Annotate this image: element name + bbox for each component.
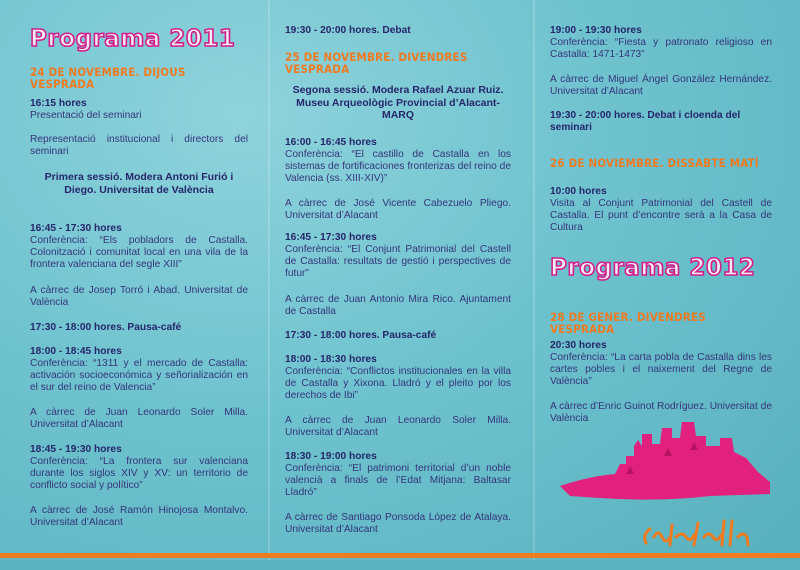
entry-text: Conferència: “El Conjunt Patrimonial del Castell de Castalla: resultats de gestió i perspectives de futur”: [285, 244, 511, 279]
date-heading: 26 DE NOVIEMBRE. DISSABTE MATÍ: [550, 156, 759, 170]
entry-time: 18:30 - 19:00 hores: [285, 451, 377, 462]
entry-text: Conferència: “Els pobladors de Castalla. Colonització i comunitat local en una vila de la frontera valenciana del segle XIII”: [30, 235, 248, 270]
entry-text: Conferència: “El patrimoni territorial d’un noble valencià a finals de l’Edat Mitjana: Baltasar Lladró”: [285, 463, 511, 498]
entry-text: Conferència: “El castillo de Castalla en los sistemas de fortificaciones fronterizas del reino de Valencia (ss. XIII-XIV)”: [285, 149, 511, 184]
entry-speaker: A càrrec de Juan Leonardo Soler Milla. Universitat d’Alacant: [285, 415, 511, 438]
entry-speaker: A càrrec de Juan Antonio Mira Rico. Ajuntament de Castalla: [285, 294, 511, 317]
entry-time: 19:30 - 20:00 hores. Debat i cloenda del seminari: [550, 110, 741, 133]
entry-time: 20:30 hores: [550, 340, 607, 351]
entry-time: 19:00 - 19:30 hores: [550, 25, 642, 36]
session-heading: Primera sessió. Modera Antoni Furió i Diego. Universitat de València: [44, 171, 234, 196]
program-entry: [285, 451, 511, 499]
entry-text: Conferència: “1311 y el mercado de Castalla: activación socioeconómica y señorialización en el sur del reino de Valencia”: [30, 358, 248, 393]
program-entry: [550, 25, 772, 61]
entry-text: Conferència: “Conflictos institucionales en la villa de Castalla y Xixona. Lladró y el pleito por los derechos de Ibi”: [285, 366, 511, 401]
entry-time: 16:45 - 17:30 hores: [30, 223, 122, 234]
entry-time: 18:00 - 18:45 hores: [30, 346, 122, 357]
entry-text: Conferència: “Fiesta y patronato religioso en Castalla: 1471-1473”: [550, 37, 772, 60]
program-entry: [550, 340, 772, 388]
date-heading: 28 DE GENER. DIVENDRES VESPRADA: [550, 310, 706, 336]
entry-speaker: A càrrec de José Vicente Cabezuelo Pliego. Universitat d’Alacant: [285, 198, 511, 221]
date-heading: 24 DE NOVEMBRE. DIJOUS VESPRADA: [30, 65, 186, 91]
entry-speaker: A càrrec de Juan Leonardo Soler Milla. Universitat d’Alacant: [30, 407, 248, 430]
entry-speaker: A càrrec de José Ramón Hinojosa Montalvo. Universitat d’Alacant: [30, 505, 248, 528]
program-entry: [30, 346, 248, 394]
entry-time: 18:00 - 18:30 hores: [285, 354, 377, 365]
bottom-stripe: [0, 553, 800, 558]
date-heading: 25 DE NOVEMBRE. DIVENDRES VESPRADA: [285, 50, 468, 76]
entry-text: Representació institucional i directors del seminari: [30, 134, 248, 157]
entry-time: 17:30 - 18:00 hores. Pausa-café: [30, 322, 182, 333]
entry-time: 17:30 - 18:00 hores. Pausa-café: [285, 330, 437, 341]
castle-silhouette-icon: [560, 416, 770, 502]
entry-time: 19:30 - 20:00 hores. Debat: [285, 25, 411, 36]
entry-speaker: A càrrec de Miguel Ángel González Hernández. Universitat d’Alacant: [550, 74, 772, 97]
entry-time: 16:45 - 17:30 hores: [285, 232, 377, 243]
entry-speaker: A càrrec de Josep Torró i Abad. Universitat de València: [30, 285, 248, 308]
bottom-band: [0, 560, 800, 570]
entry-text: Presentació del seminari: [30, 110, 142, 121]
fold-line: [268, 0, 270, 570]
fold-line: [533, 0, 535, 570]
program-entry: [30, 98, 248, 122]
program-entry: [285, 232, 511, 280]
program-entry: [550, 186, 772, 234]
entry-text: Conferència: “La frontera sur valenciana durante los siglos XIV y XV: un territorio de conflicto social y político”: [30, 456, 248, 491]
session-heading: Segona sessió. Modera Rafael Azuar Ruiz. Museu Arqueològic Provincial d’Alacant-MARQ: [292, 84, 504, 121]
entry-time: 10:00 hores: [550, 186, 607, 197]
entry-speaker: A càrrec de Santiago Ponsoda López de Atalaya. Universitat d’Alacant: [285, 512, 511, 535]
castalla-logo-icon: [640, 515, 752, 555]
entry-time: 18:45 - 19:30 hores: [30, 444, 122, 455]
entry-text: Conferència: “La carta pobla de Castalla dins les cartes pobles i el naixement del Regne de València”: [550, 352, 772, 387]
entry-speaker: A càrrec d’Enric Guinot Rodríguez. Universitat de València: [550, 401, 772, 424]
program-entry: [285, 137, 511, 185]
program-2011-title: Programa 2011: [30, 26, 236, 52]
entry-text: Visita al Conjunt Patrimonial del Castell de Castalla. El punt d’encontre serà a la Casa de Cultura: [550, 198, 772, 233]
program-entry: [30, 223, 248, 271]
program-2012-title: Programa 2012: [550, 255, 756, 281]
program-entry: [30, 444, 248, 492]
entry-time: 16:15 hores: [30, 98, 87, 109]
entry-time: 16:00 - 16:45 hores: [285, 137, 377, 148]
program-entry: [285, 354, 511, 402]
